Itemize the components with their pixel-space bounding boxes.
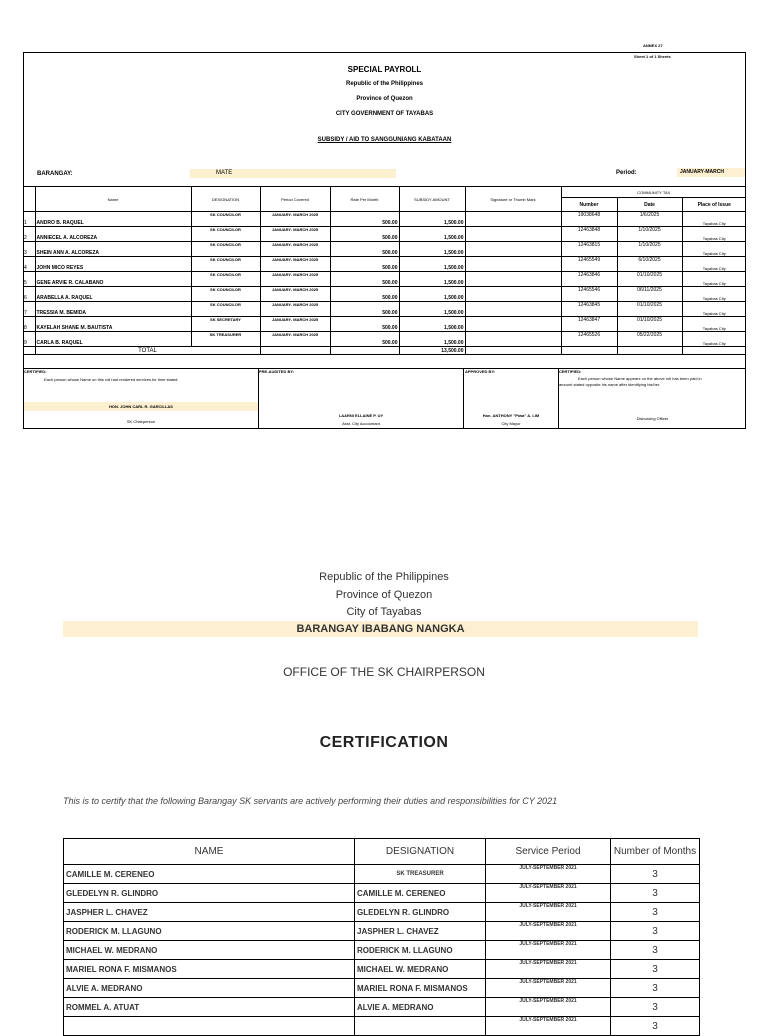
cert-row-months: 3 [611,960,700,979]
cert-row [64,1017,700,1036]
certified-label: CERTIFIED: [24,369,47,374]
chairperson-name: HON. JOHN CARL R. GARCILLAS [24,402,258,411]
payroll-country: Republic of the Philippines [345,81,423,87]
row-signature [465,332,561,347]
row-period: JANUARY- MARCH 2025 [260,332,330,347]
row-ctc-number: 12465549 [561,257,617,272]
row-ctc-number: 12465526 [561,332,617,347]
row-ctc-number: 12463848 [561,227,617,242]
mayor-name: Hon. ANTHONY "Piwa" A. LIM [482,413,540,418]
cert-city: City of Tayabas [346,606,422,618]
cert-row-designation: SK TREASURER [355,865,486,884]
col-signature: Signature or Thumb Mark [465,187,561,212]
cert-row-designation: ALVIE A. MEDRANO [355,998,486,1017]
cert-province: Province of Quezon [335,589,433,601]
row-ctc-date: 01/10/2025 [617,302,682,317]
cert-col-period: Service Period [486,839,611,865]
row-designation: SK COUNCILOR [191,227,260,242]
row-period: JANUARY- MARCH 2025 [260,287,330,302]
cert-title: CERTIFICATION [319,734,449,751]
certified2-text2: amount stated opposite his name after identifying his/her. [559,382,661,387]
row-rate: 500.00 [330,257,399,272]
row-ctc-place: Tayabas City [682,317,746,332]
cert-row-period: JULY-SEPTEMBER 2021 [486,865,611,884]
accountant-title: Asst. City Accountant [342,421,380,426]
row-ctc-number: 12463846 [561,272,617,287]
cert-col-designation: DESIGNATION [355,839,486,865]
col-designation: DESIGNATION [191,187,260,212]
period-value: JANUARY-MARCH [677,168,745,177]
row-ctc-number: 12465546 [561,287,617,302]
col-period: Period Covered [260,187,330,212]
row-period: JANUARY- MARCH 2025 [260,302,330,317]
payroll-row [23,242,746,257]
row-ctc-date: 06/11/2025 [617,287,682,302]
payroll-row [23,287,746,302]
row-period: JANUARY- MARCH 2025 [260,212,330,227]
cert-col-name: NAME [64,839,355,865]
col-community-tax: COMMUNITY TAX [561,187,746,198]
row-rate: 500.00 [330,227,399,242]
row-number: 8 [23,317,35,332]
row-period: JANUARY- MARCH 2025 [260,242,330,257]
payroll-row [23,272,746,287]
row-amount: 1,500.00 [399,227,465,242]
row-ctc-number: 12463815 [561,242,617,257]
row-signature [465,242,561,257]
row-rate: 500.00 [330,212,399,227]
row-designation: SK COUNCILOR [191,257,260,272]
col-ctc-date: Date [617,198,682,212]
row-signature [465,257,561,272]
row-ctc-place: Tayabas City [682,227,746,242]
cert-row [64,865,700,884]
row-ctc-place: Tayabas City [682,332,746,347]
col-ctc-number: Number [561,198,617,212]
cert-row-months: 3 [611,979,700,998]
col-ctc-place: Place of Issue [682,198,746,212]
barangay-label: BARANGAY: [37,171,73,177]
row-name: KAYELAH SHANE M. BAUTISTA [35,317,191,332]
cert-row-months: 3 [611,865,700,884]
row-rate: 500.00 [330,272,399,287]
row-ctc-number: 19038648 [561,212,617,227]
row-name: ANDRO B. RAQUEL [35,212,191,227]
row-designation: SK COUNCILOR [191,212,260,227]
accountant-name: LAARNI ELLAINE P. UY [338,413,384,418]
row-ctc-date: 1/10/2025 [617,227,682,242]
cert-row-designation: CAMILLE M. CERENEO [355,884,486,903]
row-ctc-number: 12463847 [561,317,617,332]
col-name: Name [35,187,191,212]
cert-row-period: JULY-SEPTEMBER 2021 [486,941,611,960]
row-name: ARABELLA A. RAQUEL [35,287,191,302]
payroll-title: SPECIAL PAYROLL [347,65,422,74]
cert-row [64,998,700,1017]
cert-row-period: JULY-SEPTEMBER 2021 [486,903,611,922]
cert-row-months: 3 [611,903,700,922]
row-rate: 500.00 [330,317,399,332]
cert-row-designation: JASPHER L. CHAVEZ [355,922,486,941]
row-rate: 500.00 [330,287,399,302]
preaudited-label: PRE-AUDITED BY: [259,369,295,374]
cert-barangay: BARANGAY IBABANG NANGKA [63,621,698,637]
row-signature [465,287,561,302]
row-signature [465,227,561,242]
total-label: TOTAL [35,347,260,355]
row-ctc-date: 01/10/2025 [617,272,682,287]
row-number: 2 [23,227,35,242]
cert-office: OFFICE OF THE SK CHAIRPERSON [283,665,485,679]
cert-row-designation [355,1017,486,1036]
row-number: 9 [23,332,35,347]
row-number: 1 [23,212,35,227]
payroll-city: CITY GOVERNMENT OF TAYABAS [335,111,434,117]
cert-row [64,903,700,922]
payroll-row [23,212,746,227]
cert-row-designation: MICHAEL W. MEDRANO [355,960,486,979]
row-period: JANUARY- MARCH 2025 [260,227,330,242]
cert-row-designation: GLEDELYN R. GLINDRO [355,903,486,922]
row-rate: 500.00 [330,302,399,317]
col-subsidy: SUBSIDY AMOUNT [399,187,465,212]
sheet-label: Sheet 1 of 1 Sheets [634,54,671,59]
row-number: 3 [23,242,35,257]
cert-row [64,884,700,903]
cert-row-name [64,1017,355,1036]
row-ctc-date: 1/10/2025 [617,242,682,257]
row-number: 6 [23,287,35,302]
row-amount: 1,500.00 [399,302,465,317]
row-ctc-date: 01/10/2025 [617,317,682,332]
cert-row-name: MARIEL RONA F. MISMANOS [64,960,355,979]
cert-statement: This is to certify that the following Barangay SK servants are actively performing their duties and responsibilities for CY 2021 [63,796,558,806]
row-ctc-date: 1/6/2025 [617,212,682,227]
cert-row [64,941,700,960]
row-period: JANUARY- MARCH 2025 [260,272,330,287]
row-signature [465,302,561,317]
cert-row-period: JULY-SEPTEMBER 2021 [486,922,611,941]
row-designation: SK COUNCILOR [191,242,260,257]
row-signature [465,317,561,332]
row-name: CARLA B. RAQUEL [35,332,191,347]
cert-row-months: 3 [611,998,700,1017]
cert-row-months: 3 [611,941,700,960]
cert-row-name: ROMMEL A. ATUAT [64,998,355,1017]
row-ctc-place: Tayabas City [682,212,746,227]
row-designation: SK COUNCILOR [191,272,260,287]
payroll-row [23,317,746,332]
row-designation: SK COUNCILOR [191,302,260,317]
cert-row-designation: RODERICK M. LLAGUNO [355,941,486,960]
row-number: 5 [23,272,35,287]
cert-row-months: 3 [611,884,700,903]
cert-row-name: JASPHER L. CHAVEZ [64,903,355,922]
cert-row-name: GLEDELYN R. GLINDRO [64,884,355,903]
row-period: JANUARY- MARCH 2025 [260,317,330,332]
row-amount: 1,500.00 [399,287,465,302]
row-amount: 1,500.00 [399,257,465,272]
payroll-row [23,257,746,272]
cert-row-months: 3 [611,922,700,941]
row-number: 7 [23,302,35,317]
row-signature [465,272,561,287]
certified2-label: CERTIFIED: [559,369,582,374]
cert-row-months: 3 [611,1017,700,1036]
row-signature [465,212,561,227]
cert-country: Republic of the Philippines [319,571,449,583]
row-amount: 1,500.00 [399,317,465,332]
payroll-row [23,302,746,317]
row-ctc-place: Tayabas City [682,272,746,287]
mayor-title: City Mayor [501,421,521,426]
certified-text: Each person whose Name on this roll had rendered services for time stated. [44,377,179,382]
row-number: 4 [23,257,35,272]
cert-row-name: ALVIE A. MEDRANO [64,979,355,998]
row-amount: 1,500.00 [399,212,465,227]
row-ctc-place: Tayabas City [682,242,746,257]
row-ctc-date: 05/22/2025 [617,332,682,347]
chairperson-title: SK Chairperson [126,419,156,424]
cert-row-name: MICHAEL W. MEDRANO [64,941,355,960]
row-designation: SK TREASURER [191,332,260,347]
row-designation: SK SECRETARY [191,317,260,332]
cert-row-period: JULY-SEPTEMBER 2021 [486,1017,611,1036]
payroll-table [23,186,746,355]
row-name: TRESSIA M. BEMIDA [35,302,191,317]
row-name: GENE ARVIE R. CALABANO [35,272,191,287]
row-amount: 1,500.00 [399,272,465,287]
annex-label: ANNEX 27 [643,43,663,48]
cert-row-period: JULY-SEPTEMBER 2021 [486,884,611,903]
row-ctc-number: 12463845 [561,302,617,317]
cert-table [63,838,700,1036]
cert-row [64,979,700,998]
row-name: JOHN MICO REYES [35,257,191,272]
payroll-row [23,227,746,242]
cert-col-months: Number of Months [611,839,700,865]
payroll-subtitle: SUBSIDY / AID TO SANGGUNIANG KABATAAN [317,137,452,143]
barangay-value: MATE [190,169,396,178]
disbursing-officer: Disbursing Officer [636,416,669,421]
row-designation: SK COUNCILOR [191,287,260,302]
row-amount: 1,500.00 [399,242,465,257]
payroll-row [23,332,746,347]
cert-row-period: JULY-SEPTEMBER 2021 [486,998,611,1017]
cert-row-period: JULY-SEPTEMBER 2021 [486,960,611,979]
row-ctc-place: Tayabas City [682,287,746,302]
certified2-text1: Each person whose Name appears on the above roll has been paid in [578,376,702,381]
period-label: Period: [616,170,637,176]
cert-row [64,922,700,941]
cert-row [64,960,700,979]
payroll-province: Province of Quezon [356,96,413,102]
row-period: JANUARY- MARCH 2025 [260,257,330,272]
row-ctc-place: Tayabas City [682,302,746,317]
row-ctc-place: Tayabas City [682,257,746,272]
row-ctc-date: 6/10/2025 [617,257,682,272]
cert-row-designation: MARIEL RONA F. MISMANOS [355,979,486,998]
total-amount: 13,500.00 [399,347,465,355]
row-amount: 1,500.00 [399,332,465,347]
row-name: ANNIECEL A. ALCOREZA [35,227,191,242]
row-rate: 500.00 [330,332,399,347]
cert-row-name: RODERICK M. LLAGUNO [64,922,355,941]
col-rate: Rate Per Month [330,187,399,212]
cert-row-name: CAMILLE M. CERENEO [64,865,355,884]
row-name: SHEIN ANN A. ALCOREZA [35,242,191,257]
row-rate: 500.00 [330,242,399,257]
cert-row-period: JULY-SEPTEMBER 2021 [486,979,611,998]
approved-label: APPROVED BY: [465,369,496,374]
